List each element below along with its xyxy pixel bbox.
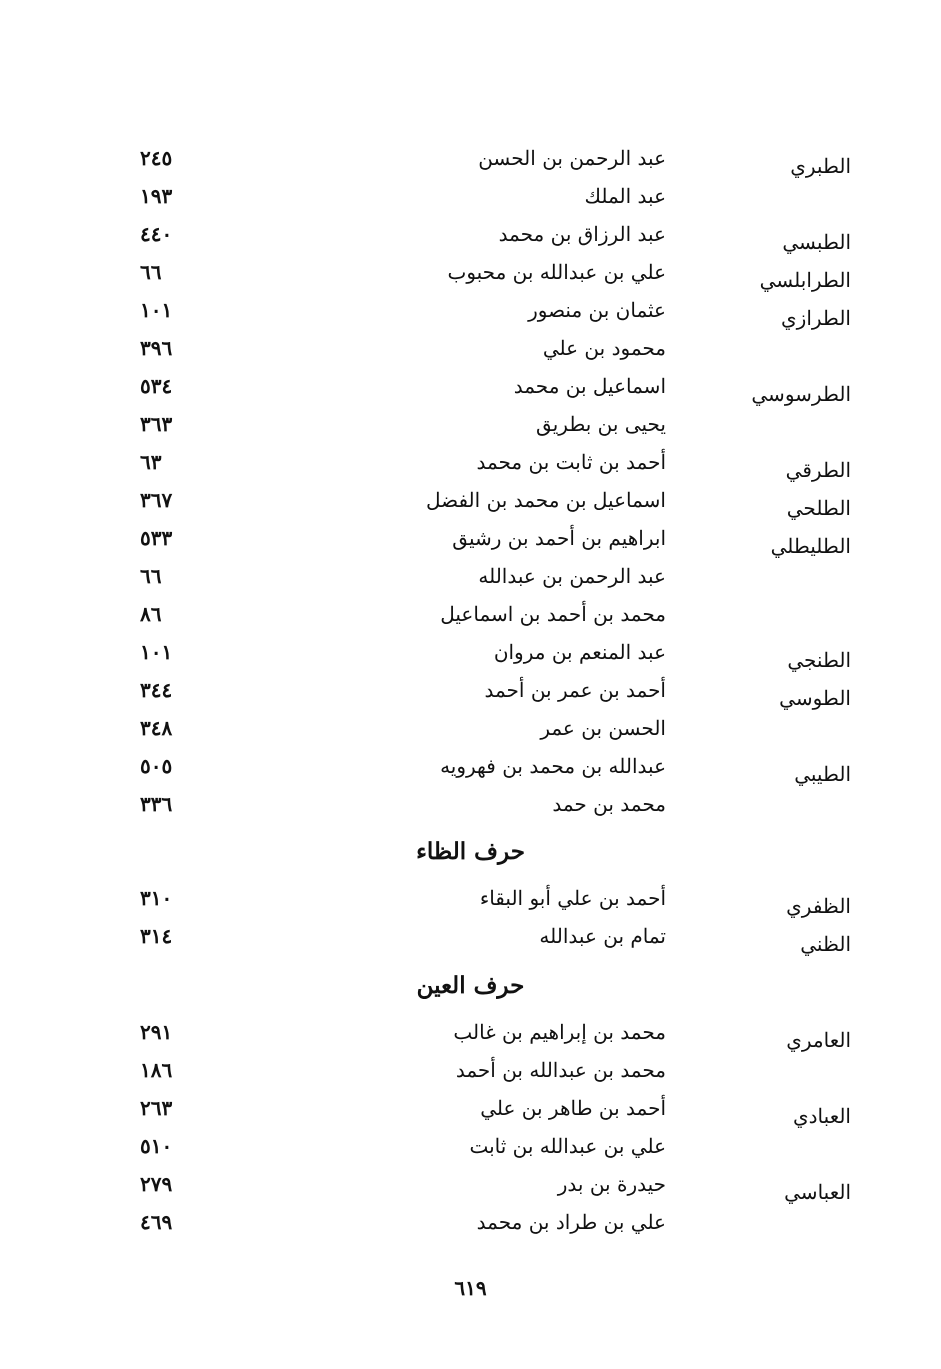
page-reference: ٣١٤ (140, 924, 173, 948)
index-entry (0, 924, 941, 962)
index-entry (0, 564, 941, 602)
nisba-label: الطرازي (781, 306, 851, 330)
index-entry (0, 374, 941, 412)
page-reference: ٢٤٥ (140, 146, 173, 170)
person-name: علي بن عبدالله بن ثابت (469, 1134, 666, 1158)
person-name: عبد الرحمن بن الحسن (478, 146, 666, 170)
index-entry (0, 222, 941, 260)
person-name: محمود بن علي (542, 336, 666, 360)
page-number: ٦١٩ (454, 1276, 487, 1300)
index-entry (0, 792, 941, 830)
person-name: اسماعيل بن محمد بن الفضل (425, 488, 666, 512)
nisba-label: الظني (800, 932, 851, 956)
nisba-label: الطرابلسي (759, 268, 851, 292)
person-name: أحمد بن ثابت بن محمد (476, 450, 666, 474)
page-reference: ٢٩١ (140, 1020, 173, 1044)
person-name: محمد بن عبدالله بن أحمد (455, 1058, 666, 1082)
nisba-label: الطرقي (785, 458, 851, 482)
nisba-label: الظفري (786, 894, 851, 918)
page-reference: ١٠١ (140, 298, 173, 322)
person-name: تمام بن عبدالله (539, 924, 666, 948)
person-name: محمد بن إبراهيم بن غالب (453, 1020, 666, 1044)
person-name: محمد بن أحمد بن اسماعيل (440, 602, 666, 626)
nisba-label: الطنجي (787, 648, 851, 672)
index-entry (0, 716, 941, 754)
index-entry (0, 886, 941, 924)
person-name: عبد المنعم بن مروان (493, 640, 666, 664)
person-name: يحيى بن بطريق (536, 412, 666, 436)
person-name: عبد الرزاق بن محمد (498, 222, 666, 246)
page-reference: ٦٦ (140, 564, 162, 588)
index-entry (0, 260, 941, 298)
index-entry (0, 184, 941, 222)
page-reference: ٣٦٣ (140, 412, 173, 436)
nisba-label: الطرسوسي (751, 382, 851, 406)
page-reference: ٣١٠ (140, 886, 173, 910)
section-heading: حرف العين (416, 972, 525, 999)
index-entry (0, 1210, 941, 1248)
person-name: أحمد بن علي أبو البقاء (479, 886, 666, 910)
index-entry (0, 1096, 941, 1134)
index-entry (0, 298, 941, 336)
person-name: محمد بن حمد (552, 792, 666, 816)
page-reference: ١٠١ (140, 640, 173, 664)
page-reference: ٢٦٣ (140, 1096, 173, 1120)
index-entry (0, 678, 941, 716)
person-name: عبد الملك (584, 184, 666, 208)
nisba-label: العبادي (793, 1104, 851, 1128)
page-reference: ٥٠٥ (140, 754, 173, 778)
page-reference: ١٩٣ (140, 184, 173, 208)
page-reference: ٨٦ (140, 602, 162, 626)
page-reference: ٣٦٧ (140, 488, 173, 512)
index-entry (0, 488, 941, 526)
page-reference: ٥٣٣ (140, 526, 173, 550)
page-reference: ٣٤٤ (140, 678, 173, 702)
index-entry (0, 1020, 941, 1058)
page-reference: ٤٤٠ (140, 222, 173, 246)
person-name: عثمان بن منصور (528, 298, 666, 322)
index-entry (0, 1134, 941, 1172)
index-entry (0, 1172, 941, 1210)
index-entry (0, 526, 941, 564)
person-name: الحسن بن عمر (540, 716, 666, 740)
nisba-label: الطيبي (794, 762, 851, 786)
nisba-label: الطلحي (786, 496, 851, 520)
nisba-label: الطبري (790, 154, 851, 178)
nisba-label: العامري (786, 1028, 851, 1052)
page-reference: ١٨٦ (140, 1058, 173, 1082)
index-entry (0, 146, 941, 184)
person-name: حيدرة بن بدر (557, 1172, 666, 1196)
index-entry (0, 754, 941, 792)
person-name: اسماعيل بن محمد (513, 374, 666, 398)
page-reference: ٣٣٦ (140, 792, 173, 816)
nisba-label: الطليطلي (770, 534, 851, 558)
section-heading: حرف الظاء (416, 838, 525, 865)
index-entry (0, 602, 941, 640)
index-entry (0, 412, 941, 450)
index-entry (0, 336, 941, 374)
page-reference: ٣٤٨ (140, 716, 173, 740)
person-name: ابراهيم بن أحمد بن رشيق (452, 526, 666, 550)
person-name: عبد الرحمن بن عبدالله (478, 564, 666, 588)
page-reference: ٦٣ (140, 450, 162, 474)
person-name: أحمد بن طاهر بن علي (480, 1096, 666, 1120)
page-reference: ٣٩٦ (140, 336, 173, 360)
page-reference: ٥٣٤ (140, 374, 173, 398)
nisba-label: العباسي (784, 1180, 851, 1204)
nisba-label: الطبسي (782, 230, 851, 254)
index-entry (0, 450, 941, 488)
nisba-label: الطوسي (779, 686, 851, 710)
index-entry (0, 1058, 941, 1096)
person-name: علي بن طراد بن محمد (476, 1210, 666, 1234)
person-name: علي بن عبدالله بن محبوب (447, 260, 666, 284)
person-name: أحمد بن عمر بن أحمد (484, 678, 666, 702)
page-reference: ٦٦ (140, 260, 162, 284)
page-reference: ٤٦٩ (140, 1210, 173, 1234)
index-entry (0, 640, 941, 678)
page-reference: ٢٧٩ (140, 1172, 173, 1196)
page-reference: ٥١٠ (140, 1134, 173, 1158)
person-name: عبدالله بن محمد بن فهرويه (440, 754, 666, 778)
